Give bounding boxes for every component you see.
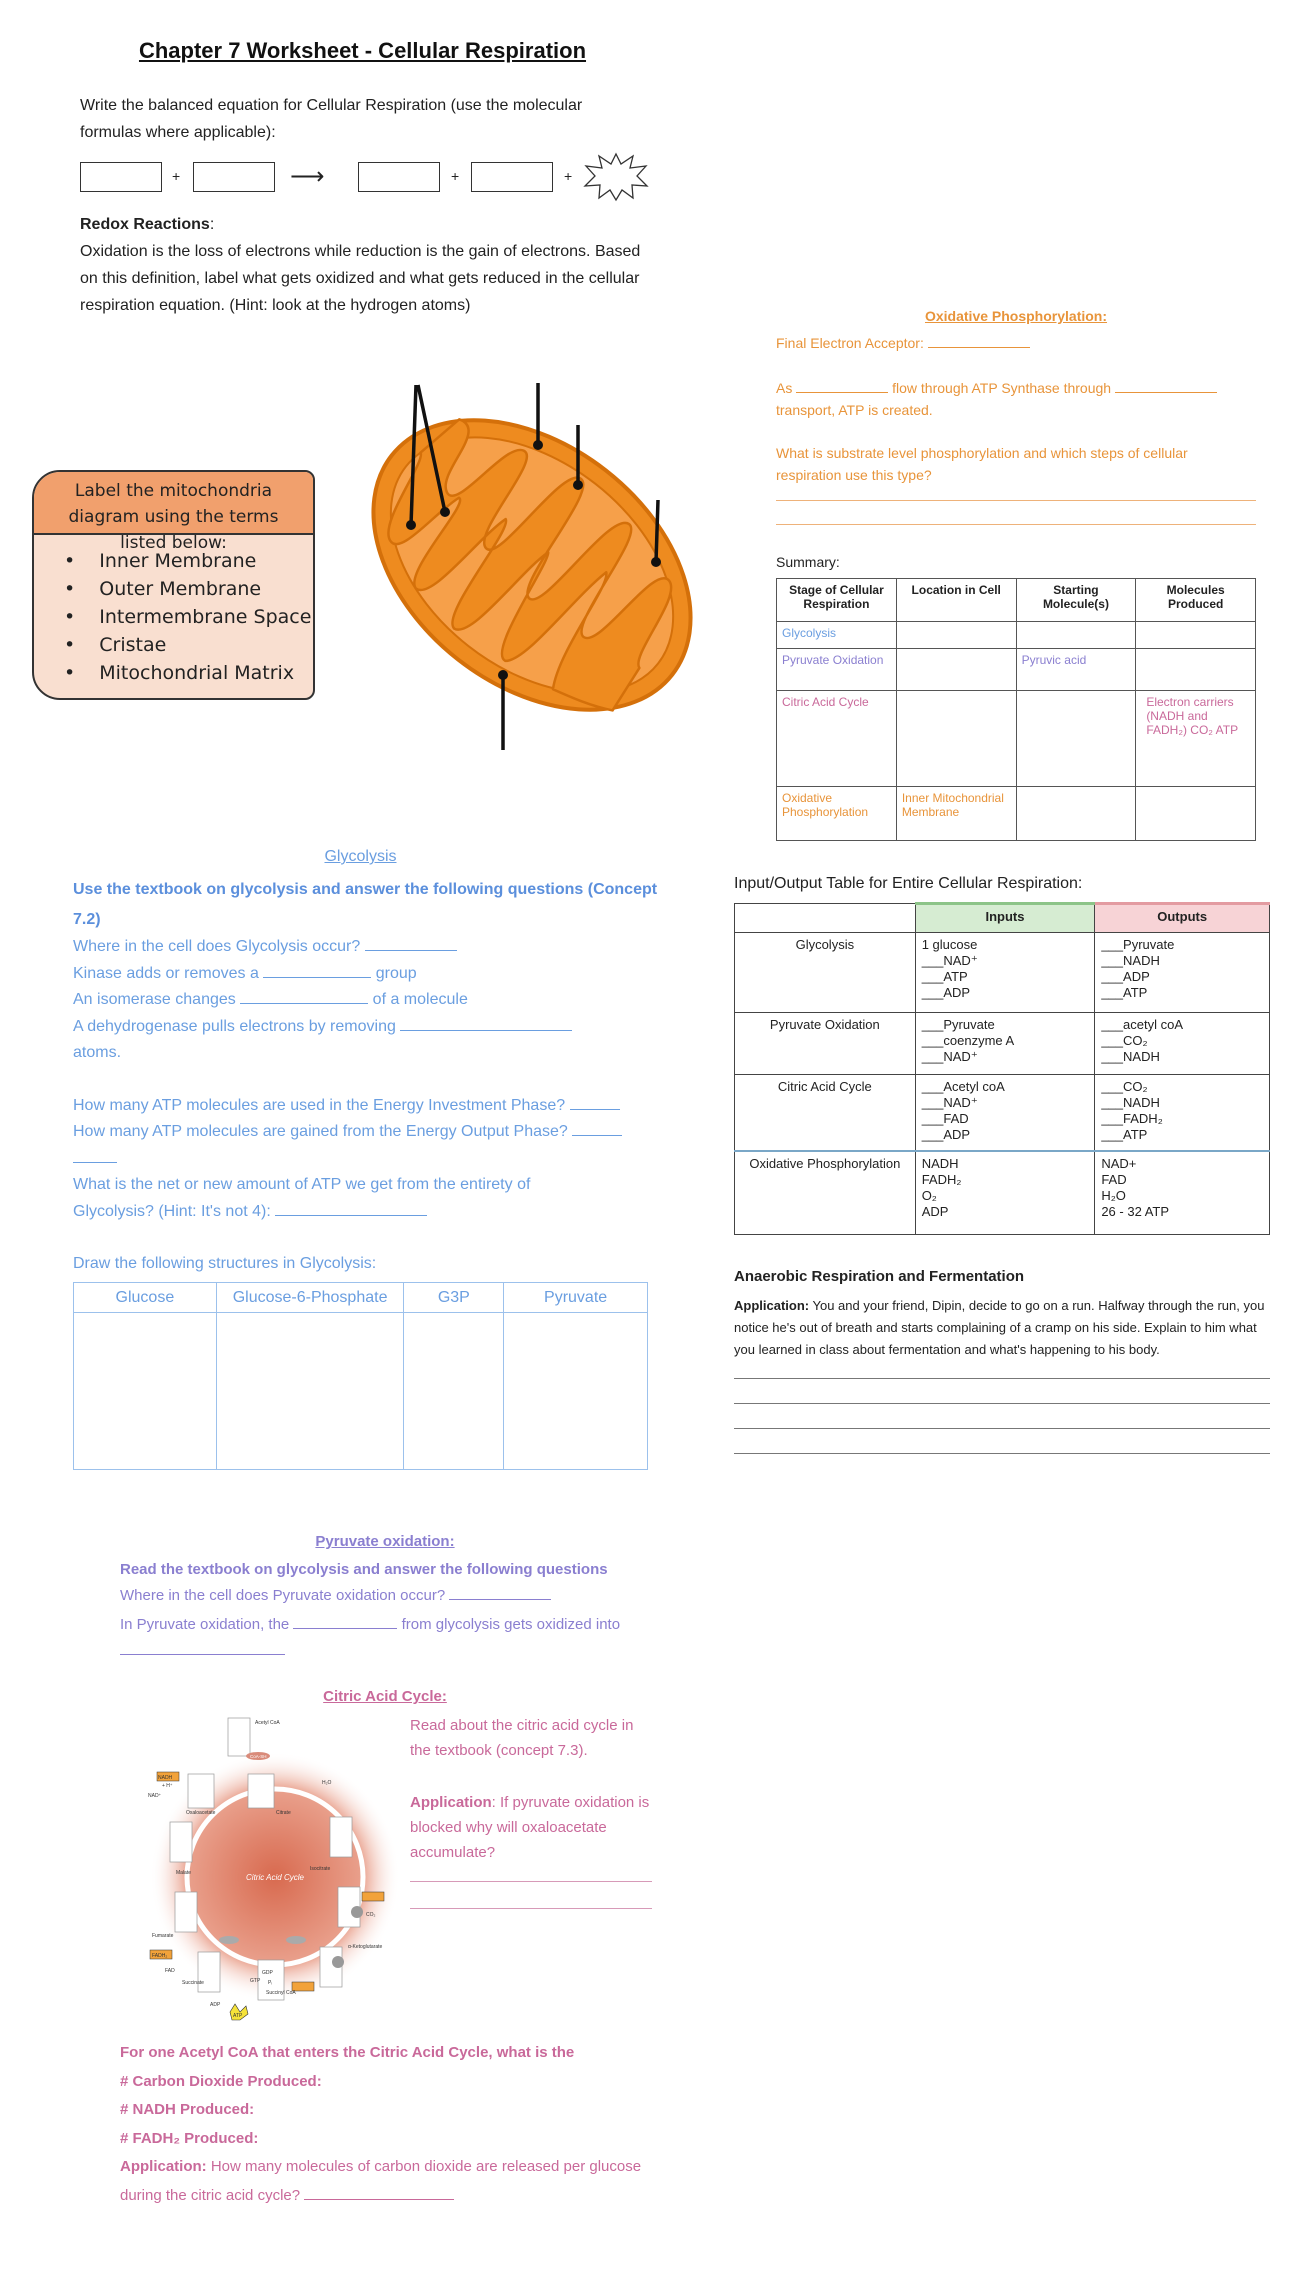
io-item: ___CO₂ <box>1101 1079 1148 1094</box>
redox-heading-text: Redox Reactions <box>80 216 210 233</box>
glycolysis-heading: Glycolysis <box>324 848 397 865</box>
cycle-label: Oxaloacetate <box>186 1810 216 1816</box>
glycolysis-q7b <box>73 1199 663 1226</box>
equation-box-3[interactable] <box>358 162 440 192</box>
citric-final-label: Application: <box>120 2158 207 2175</box>
term-item: • Inner Membrane <box>64 550 257 572</box>
citric-q-co2: # Carbon Dioxide Produced: <box>120 2072 322 2090</box>
term-item: • Cristae <box>64 634 167 656</box>
summary-cell[interactable] <box>896 622 1016 649</box>
io-item: FADH₂ <box>921 1171 962 1187</box>
equation-box-4[interactable] <box>471 162 553 192</box>
anaerobic-app-label: Application: <box>734 1298 810 1313</box>
io-item: ___ADP <box>921 985 971 1000</box>
glycolysis-q4-end: atoms. <box>73 1044 122 1061</box>
summary-cell[interactable] <box>1016 622 1136 649</box>
summary-cell: Citric Acid Cycle <box>777 691 897 787</box>
io-item: ___ATP <box>921 969 968 984</box>
answer-line[interactable] <box>776 524 1256 525</box>
cycle-center-label: Citric Acid Cycle <box>246 1873 304 1882</box>
glycolysis-q1 <box>73 934 663 961</box>
answer-blank[interactable] <box>572 1122 622 1136</box>
cycle-label: ADP <box>210 2002 221 2008</box>
io-stage: Citric Acid Cycle <box>735 1075 916 1151</box>
io-item: ___NADH <box>1101 953 1160 968</box>
cycle-label: + H⁺ <box>162 1783 173 1789</box>
io-row <box>735 1151 1270 1235</box>
citric-app-label: Application <box>410 1794 492 1811</box>
answer-blank[interactable] <box>365 937 457 951</box>
io-item: ___ADP <box>1101 969 1150 984</box>
draw-header: Glucose-6-Phosphate <box>216 1283 404 1313</box>
io-item: ___NAD⁺ <box>921 1049 978 1064</box>
cycle-label: Citrate <box>276 1810 291 1816</box>
oxphos-q2 <box>776 377 1256 421</box>
citric-final-text: How many molecules of carbon dioxide are released per glucose during the citric acid cycle? <box>120 2158 642 2204</box>
io-item: ___NAD⁺ <box>921 1095 978 1110</box>
io-item: O₂ <box>921 1187 937 1203</box>
citric-q-intro: For one Acetyl CoA that enters the Citric Acid Cycle, what is the <box>120 2044 575 2061</box>
glycolysis-q6 <box>73 1119 663 1146</box>
mitochondria-diagram[interactable] <box>345 375 720 755</box>
draw-cell[interactable] <box>404 1313 504 1470</box>
oxphos-q1-text: Final Electron Acceptor: <box>776 335 924 351</box>
cycle-label: FAD <box>165 1968 175 1974</box>
cycle-label: H₂O <box>322 1780 332 1786</box>
glycolysis-q5 <box>73 1093 663 1120</box>
summary-cell: Glycolysis <box>777 622 897 649</box>
answer-blank[interactable] <box>73 1149 117 1163</box>
cycle-label: CO₂ <box>366 1912 376 1918</box>
q-text: In Pyruvate oxidation, the <box>120 1616 290 1633</box>
summary-header: Stage of Cellular Respiration <box>777 579 897 622</box>
io-item: ___NADH <box>1101 1095 1160 1110</box>
q-text: How many ATP molecules are used in the Energy Investment Phase? <box>73 1096 566 1114</box>
io-row <box>735 1075 1270 1151</box>
io-item: ___ATP <box>1101 985 1148 1000</box>
cycle-label: GTP <box>250 1978 261 1984</box>
io-table-title: Input/Output Table for Entire Cellular Respiration: <box>734 875 1083 892</box>
cycle-label: Pᵢ <box>268 1980 273 1986</box>
answer-blank[interactable] <box>120 1641 285 1655</box>
io-stage: Pyruvate Oxidation <box>735 1013 916 1075</box>
answer-blank[interactable] <box>928 334 1030 348</box>
answer-blank[interactable] <box>240 990 368 1004</box>
cycle-label: FADH₂ <box>152 1953 168 1959</box>
q-text: from glycolysis gets oxidized into <box>401 1616 621 1633</box>
io-header: Inputs <box>915 904 1095 933</box>
io-outputs-cell <box>1095 1151 1270 1235</box>
label-box <box>32 470 315 700</box>
io-item: ___Acetyl coA <box>921 1079 1005 1094</box>
term-item: • Intermembrane Space <box>64 606 312 628</box>
answer-blank[interactable] <box>275 1202 427 1216</box>
oxphos-q2c: transport, ATP is created. <box>776 402 933 418</box>
cycle-label: GDP <box>262 1970 273 1976</box>
energy-burst-icon[interactable] <box>583 152 649 202</box>
term-label: Intermembrane Space <box>99 606 312 628</box>
glycolysis-questions <box>73 934 663 1278</box>
cycle-label: NADH <box>158 1775 173 1781</box>
citric-app-text: : If pyruvate oxidation is blocked why will oxaloacetate accumulate? <box>410 1794 650 1861</box>
redox-text: Oxidation is the loss of electrons while reduction is the gain of electrons. Based on this definition, label what gets oxidized and what gets reduced in the cellular respiration equation. (Hint: look at the hydrogen atoms) <box>80 243 641 314</box>
anaerobic-heading: Anaerobic Respiration and Fermentation <box>734 1268 1025 1285</box>
pyruvate-heading: Pyruvate oxidation: <box>315 1533 455 1550</box>
glycolysis-q2 <box>73 961 663 988</box>
term-label: Outer Membrane <box>99 578 262 600</box>
io-inputs-cell <box>915 1075 1095 1151</box>
citric-final-question <box>120 2153 680 2210</box>
io-item: ___FAD <box>921 1111 969 1126</box>
equation-row <box>80 160 660 196</box>
io-item: 26 - 32 ATP <box>1101 1203 1170 1219</box>
draw-cell[interactable] <box>504 1313 648 1470</box>
summary-cell[interactable] <box>1016 787 1136 841</box>
draw-header: Pyruvate <box>504 1283 648 1313</box>
io-item: NADH <box>921 1155 959 1171</box>
io-item: ___NADH <box>1101 1049 1160 1064</box>
io-header <box>735 904 916 933</box>
q-text: Where in the cell does Glycolysis occur? <box>73 938 361 955</box>
glycolysis-q7: What is the net or new amount of ATP we get from the entirety of <box>73 1176 531 1193</box>
answer-blank[interactable] <box>400 1017 572 1031</box>
page-title: Chapter 7 Worksheet - Cellular Respiration <box>138 38 587 63</box>
answer-blank[interactable] <box>263 964 371 978</box>
io-outputs-cell <box>1095 1075 1270 1151</box>
citric-acid-cycle-diagram <box>140 1712 410 2027</box>
cycle-label: CoA-SH <box>250 1754 267 1759</box>
io-table <box>734 902 1270 1235</box>
oxphos-q2b: flow through ATP Synthase through <box>892 380 1112 396</box>
cycle-label: Malate <box>176 1870 192 1876</box>
summary-header: Location in Cell <box>896 579 1016 622</box>
redox-heading <box>80 211 214 238</box>
redox-heading-colon: : <box>209 216 215 233</box>
answer-line[interactable] <box>734 1453 1270 1454</box>
q-text: Kinase adds or removes a <box>73 964 259 982</box>
summary-cell: Inner Mitochondrial Membrane <box>896 787 1016 841</box>
term-item: • Mitochondrial Matrix <box>64 662 295 684</box>
io-inputs-cell <box>915 1151 1095 1235</box>
oxphos-q3: What is substrate level phosphorylation and which steps of cellular respiration use this type? <box>776 445 1188 483</box>
draw-cell[interactable] <box>74 1313 217 1470</box>
oxphos-q2a: As <box>776 380 793 396</box>
io-item: ___FADH₂ <box>1101 1111 1163 1126</box>
summary-cell: Oxidative Phosphorylation <box>777 787 897 841</box>
citric-heading: Citric Acid Cycle: <box>323 1688 447 1705</box>
draw-header: Glucose <box>74 1283 217 1313</box>
citric-q-fadh: # FADH₂ Produced: <box>120 2129 259 2147</box>
cycle-label: NAD⁺ <box>148 1793 162 1799</box>
pyruvate-intro: Read the textbook on glycolysis and answer the following questions <box>120 1561 608 1578</box>
summary-cell[interactable] <box>896 691 1016 787</box>
label-box-header: Label the mitochondria diagram using the terms listed below: <box>34 472 313 535</box>
cycle-label: Fumarate <box>152 1933 174 1939</box>
io-outputs-cell <box>1095 933 1270 1013</box>
answer-line[interactable] <box>734 1428 1270 1429</box>
answer-blank[interactable] <box>304 2186 454 2200</box>
q-text: An isomerase changes <box>73 991 236 1008</box>
io-item: ___coenzyme A <box>921 1033 1015 1048</box>
citric-read: Read about the citric acid cycle in the textbook (concept 7.3). <box>410 1717 634 1759</box>
draw-header: G3P <box>404 1283 504 1313</box>
io-row <box>735 933 1270 1013</box>
io-stage: Oxidative Phosphorylation <box>735 1151 916 1235</box>
summary-cell[interactable] <box>1136 787 1256 841</box>
term-list <box>34 535 313 687</box>
pyruvate-q2 <box>120 1612 660 1664</box>
answer-line[interactable] <box>410 1908 652 1909</box>
io-item: NAD+ <box>1101 1155 1137 1171</box>
summary-cell: Pyruvic acid <box>1016 649 1136 691</box>
reaction-arrow: ⟶ <box>290 163 325 190</box>
io-item: ADP <box>921 1203 949 1219</box>
draw-cell[interactable] <box>216 1313 404 1470</box>
summary-label: Summary: <box>776 554 840 570</box>
q-text: Where in the cell does Pyruvate oxidation occur? <box>120 1587 446 1604</box>
term-label: Inner Membrane <box>99 550 257 572</box>
io-item: ___Pyruvate <box>921 1017 995 1032</box>
answer-blank[interactable] <box>293 1615 397 1629</box>
io-outputs-cell <box>1095 1013 1270 1075</box>
cycle-label: ATP <box>233 2013 243 2019</box>
pyruvate-q1 <box>120 1586 551 1604</box>
io-item: ___ADP <box>921 1127 971 1142</box>
cycle-label: Succinyl CoA <box>266 1990 296 1996</box>
plus-sign: + <box>172 168 181 184</box>
io-item: ___CO₂ <box>1101 1033 1148 1048</box>
equation-box-1[interactable] <box>80 162 162 192</box>
q-text: Glycolysis? (Hint: It's not 4): <box>73 1202 271 1220</box>
answer-blank[interactable] <box>449 1586 551 1600</box>
anaerobic-app-text: You and your friend, Dipin, decide to go on a run. Halfway through the run, you notice he's out of breath and starts complaining of a cramp on his side. Explain to him what you learned in class about fermentation and what's happening to his body. <box>734 1298 1265 1357</box>
anaerobic-text <box>734 1295 1268 1361</box>
q-text: group <box>375 964 417 982</box>
cycle-label: Succinate <box>182 1980 204 1986</box>
io-row <box>735 1013 1270 1075</box>
answer-blank[interactable] <box>570 1096 620 1110</box>
citric-application <box>410 1790 655 1865</box>
summary-cell[interactable] <box>1136 649 1256 691</box>
citric-q-nadh: # NADH Produced: <box>120 2101 255 2118</box>
oxphos-heading: Oxidative Phosphorylation: <box>924 308 1108 324</box>
q-text: of a molecule <box>372 991 468 1008</box>
draw-structures-table <box>73 1282 648 1470</box>
io-inputs-cell <box>915 1013 1095 1075</box>
summary-cell: Electron carriers (NADH and FADH₂) CO₂ ATP <box>1136 691 1256 787</box>
io-item: 1 glucose <box>921 937 978 952</box>
io-item: ___acetyl coA <box>1101 1017 1183 1032</box>
term-item: • Outer Membrane <box>64 578 262 600</box>
plus-sign: + <box>451 168 460 184</box>
summary-cell[interactable] <box>896 649 1016 691</box>
glycolysis-q4 <box>73 1014 663 1041</box>
plus-sign: + <box>564 168 573 184</box>
glycolysis-intro: Use the textbook on glycolysis and answer the following questions (Concept 7.2) <box>73 881 658 928</box>
summary-cell[interactable] <box>1016 691 1136 787</box>
io-stage: Glycolysis <box>735 933 916 1013</box>
q-text: How many ATP molecules are gained from the Energy Output Phase? <box>73 1123 568 1140</box>
io-header: Outputs <box>1095 904 1270 933</box>
io-item: ___Pyruvate <box>1101 937 1175 952</box>
cycle-label: α-Ketoglutarate <box>348 1944 383 1950</box>
summary-table <box>776 578 1256 841</box>
glycolysis-q3 <box>73 987 663 1014</box>
io-item: H₂O <box>1101 1187 1126 1203</box>
term-label: Cristae <box>99 634 167 656</box>
summary-cell: Pyruvate Oxidation <box>777 649 897 691</box>
io-item: FAD <box>1101 1171 1127 1187</box>
equation-box-2[interactable] <box>193 162 275 192</box>
io-item: ___ATP <box>1101 1127 1148 1142</box>
io-item: ___NAD⁺ <box>921 953 978 968</box>
summary-header: Molecules Produced <box>1136 579 1256 622</box>
summary-cell[interactable] <box>1136 622 1256 649</box>
draw-prompt: Draw the following structures in Glycolysis: <box>73 1255 377 1272</box>
citric-questions <box>120 2039 680 2210</box>
io-inputs-cell <box>915 933 1095 1013</box>
answer-line[interactable] <box>734 1403 1270 1404</box>
q-text: A dehydrogenase pulls electrons by removing <box>73 1017 396 1035</box>
term-label: Mitochondrial Matrix <box>99 662 295 684</box>
summary-header: Starting Molecule(s) <box>1016 579 1136 622</box>
answer-blank[interactable] <box>796 379 888 393</box>
answer-line[interactable] <box>776 500 1256 501</box>
answer-blank[interactable] <box>1115 379 1217 393</box>
oxphos-q1 <box>776 332 1030 354</box>
answer-line[interactable] <box>734 1378 1270 1379</box>
cycle-label: Isocitrate <box>310 1866 331 1872</box>
cycle-label: Acetyl CoA <box>255 1720 280 1726</box>
answer-line[interactable] <box>410 1881 652 1882</box>
equation-prompt: Write the balanced equation for Cellular Respiration (use the molecular formulas where applicable): <box>80 97 583 141</box>
